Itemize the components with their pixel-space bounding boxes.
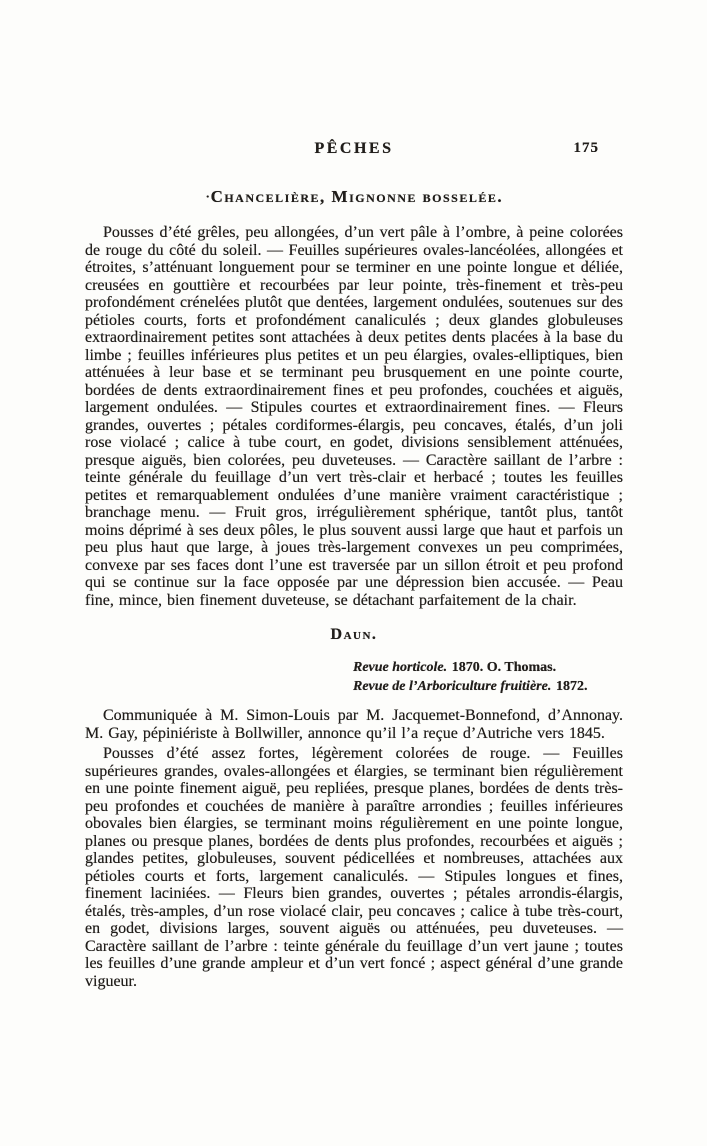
reference-list [353, 659, 623, 696]
running-head [85, 140, 623, 160]
variety-heading-daun: Daun. [330, 626, 378, 643]
provenance-paragraph: Communiquée à M. Simon-Louis par M. Jacquemet-Bonnefond, d’Annonay. M. Gay, pépiniériste à Bollwiller, annonce qu’il l’a reçue d’Autriche vers 1845. [85, 707, 623, 742]
scan-artifact-dot: · [204, 187, 211, 206]
page-number: 175 [573, 140, 599, 156]
running-title: PÊCHES [314, 140, 394, 157]
reference-journal-title: Revue de l’Arboriculture fruitière. [353, 678, 552, 694]
text-column [85, 0, 623, 990]
reference-detail: 1870. O. Thomas. [451, 660, 557, 675]
variety-description-paragraph: Pousses d’été grêles, peu allongées, d’un vert pâle à l’ombre, à peine colorées de rouge du côté du soleil. — Feuilles supérieures ovales-lancéolées, allongées et étroites, s’atténuant longuement pour se terminer en une pointe longue et déliée, creusées en gouttière et recourbées par leur pointe, très-finement et très-peu profondément crénelées plutôt que dentées, largement ondulées, soutenues sur des pétioles courts, forts et profondément canaliculés ; deux glandes globuleuses extraordinairement petites sont attachées à deux petites dents placées à la base du limbe ; feuilles inférieures plus petites et un peu élargies, ovales-elliptiques, bien atténuées à leur base et se terminant peu brusquement en une pointe courte, bordées de dents extraordinairement fines et peu profondes, couchées et aiguës, largement ondulées. — Stipules courtes et extraordinairement fines. — Fleurs grandes, ouvertes ; pétales cordiformes-élargis, peu concaves, étalés, d’un joli rose violacé ; calice à tube court, en godet, divisions sensiblement atténuées, presque aiguës, bien colorées, peu duveteuses. — Caractère saillant de l’arbre : teinte générale du feuillage d’un vert très-clair et herbacé ; toutes les feuilles petites et remarquablement ondulées d’une manière vraiment caractéristique ; branchage menu. — Fruit gros, irrégulièrement sphérique, tantôt plus, tantôt moins déprimé à ses deux pôles, le plus souvent aussi large que haut et parfois un peu plus haut que large, à joues très-largement convexes un peu comprimées, convexe par ses faces dont l’une est traversée par un sillon étroit et peu profond qui se continue sur la face opposée par une dépression bien accusée. — Peau fine, mince, bien finement duveteuse, se détachant parfaitement de la chair. [85, 224, 623, 609]
variety-description-paragraph: Pousses d’été assez fortes, légèrement colorées de rouge. — Feuilles supérieures grandes, ovales-allongées et élargies, se terminant bien régulièrement en une pointe finement aiguë, peu repliées, presque planes, bordées de dents très-peu profondes et couchées de manière à paraître arrondies ; feuilles inférieures obovales bien élargies, se terminant moins régulièrement en une pointe longue, planes ou presque planes, bordées de dents plus profondes, recourbées et aiguës ; glandes petites, globuleuses, souvent pédicellées et nombreuses, attachées aux pétioles courts et forts, largement canaliculés. — Stipules longues et fines, finement laciniées. — Fleurs bien grandes, ouvertes ; pétales arrondis-élargis, étalés, très-amples, d’un rose violacé clair, peu concaves ; calice à tube très-court, en godet, divisions larges, souvent aiguës ou atténuées, peu duveteuses. — Caractère saillant de l’arbre : teinte générale du feuillage d’un vert jaune ; toutes les feuilles d’une grande ampleur et d’un vert foncé ; aspect général d’une grande vigueur. [85, 745, 623, 990]
reference-item [353, 659, 623, 678]
reference-detail: 1872. [555, 678, 588, 694]
reference-journal-title: Revue horticole. [353, 660, 448, 675]
variety-heading-chanceliere [85, 187, 623, 207]
reference-item [353, 678, 623, 697]
variety-heading-text: Chancelière, Mignonne bosselée. [210, 187, 504, 206]
